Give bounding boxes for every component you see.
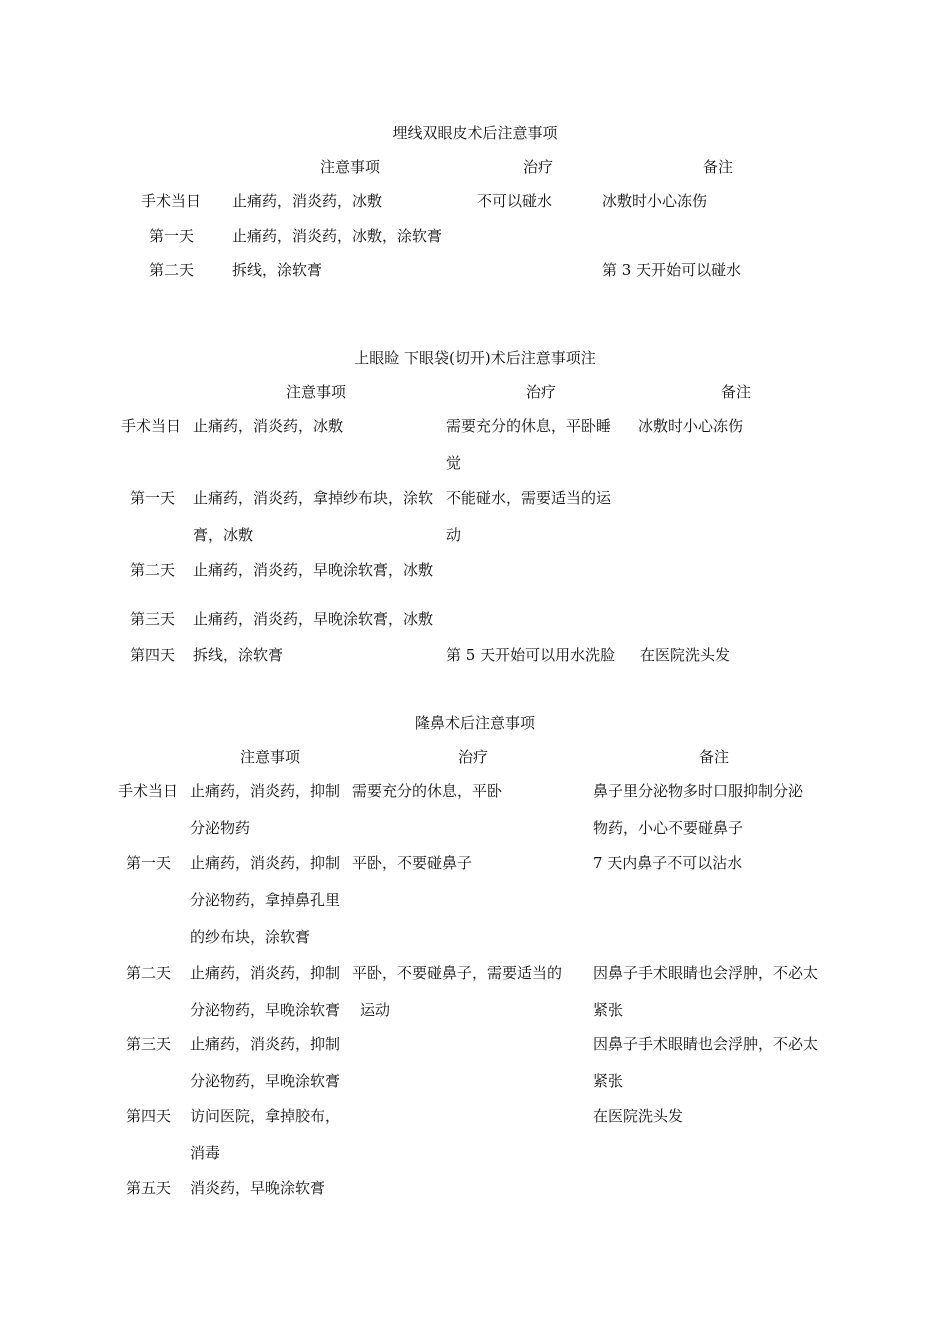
row-notes: 拆线，涂软膏 — [193, 646, 284, 664]
row-day: 第五天 — [126, 1179, 172, 1197]
row-notes: 止痛药，消炎药，早晚涂软膏，冰敷 — [193, 561, 434, 579]
row-day: 第一天 — [126, 854, 172, 872]
row-day: 第二天 — [149, 261, 195, 279]
row-remarks: 因鼻子手术眼睛也会浮肿，不必太 — [593, 1035, 819, 1053]
row-remarks-line2: 物药，小心不要碰鼻子 — [593, 819, 744, 837]
row-notes-line2: 分泌物药，早晚涂软膏 — [190, 1001, 341, 1019]
row-treatment: 平卧，不要碰鼻子 — [352, 854, 473, 872]
row-remarks: 因鼻子手术眼睛也会浮肿，不必太 — [593, 964, 819, 982]
section-title: 埋线双眼皮术后注意事项 — [392, 124, 558, 142]
row-treatment: 需要充分的休息，平卧 — [352, 782, 503, 800]
row-notes: 止痛药，消炎药，抑制 — [190, 782, 341, 800]
row-treatment-line2: 觉 — [446, 454, 462, 472]
row-notes-line3: 的纱布块，涂软膏 — [190, 928, 311, 946]
row-remarks: 冰敷时小心冻伤 — [638, 417, 744, 435]
row-day: 第二天 — [126, 964, 172, 982]
row-day: 手术当日 — [141, 192, 202, 210]
header-treatment: 治疗 — [458, 748, 489, 766]
row-notes-line2: 分泌物药 — [190, 819, 251, 837]
row-treatment: 第 5 天开始可以用水洗脸 — [446, 646, 616, 664]
row-notes: 止痛药，消炎药，冰敷 — [232, 192, 383, 210]
section-title: 上眼睑 下眼袋(切开)术后注意事项注 — [354, 349, 596, 367]
row-notes: 止痛药，消炎药，抑制 — [190, 964, 341, 982]
row-remarks-line2: 紧张 — [593, 1001, 624, 1019]
row-day: 第二天 — [130, 561, 176, 579]
row-day: 手术当日 — [118, 782, 179, 800]
header-treatment: 治疗 — [523, 158, 554, 176]
row-treatment: 不能碰水，需要适当的运 — [446, 489, 612, 507]
row-notes-line2: 膏，冰敷 — [193, 526, 254, 544]
row-notes: 止痛药，消炎药，早晚涂软膏，冰敷 — [193, 610, 434, 628]
header-treatment: 治疗 — [526, 383, 557, 401]
section-title: 隆鼻术后注意事项 — [414, 714, 535, 732]
row-notes: 止痛药，消炎药，抑制 — [190, 854, 341, 872]
row-notes-line2: 分泌物药，早晚涂软膏 — [190, 1072, 341, 1090]
row-day: 第四天 — [130, 646, 176, 664]
row-treatment-line2: 运动 — [360, 1001, 391, 1019]
row-notes: 消炎药，早晚涂软膏 — [190, 1179, 326, 1197]
row-remarks: 在医院洗头发 — [640, 646, 731, 664]
row-treatment: 需要充分的休息，平卧睡 — [446, 417, 612, 435]
row-day: 第一天 — [130, 489, 176, 507]
row-remarks: 冰敷时小心冻伤 — [602, 192, 708, 210]
row-day: 第三天 — [130, 610, 176, 628]
header-notes: 注意事项 — [320, 158, 381, 176]
header-remarks: 备注 — [699, 748, 730, 766]
row-day: 第一天 — [149, 227, 195, 245]
header-remarks: 备注 — [721, 383, 752, 401]
row-treatment-line2: 动 — [446, 526, 462, 544]
row-notes: 拆线，涂软膏 — [232, 261, 323, 279]
row-treatment: 不可以碰水 — [477, 192, 553, 210]
row-day: 第三天 — [126, 1035, 172, 1053]
row-notes: 访问医院，拿掉胶布， — [190, 1107, 341, 1125]
row-remarks: 第 3 天开始可以碰水 — [602, 261, 742, 279]
row-remarks: 在医院洗头发 — [593, 1107, 684, 1125]
row-day: 手术当日 — [121, 417, 182, 435]
row-remarks: 7 天内鼻子不可以沾水 — [593, 854, 743, 872]
row-notes: 止痛药，消炎药，冰敷，涂软膏 — [232, 227, 443, 245]
row-day: 第四天 — [126, 1107, 172, 1125]
row-notes: 止痛药，消炎药，冰敷 — [193, 417, 344, 435]
row-treatment: 平卧，不要碰鼻子，需要适当的 — [352, 964, 563, 982]
row-notes-line2: 消毒 — [190, 1144, 221, 1162]
header-remarks: 备注 — [703, 158, 734, 176]
row-notes-line2: 分泌物药，拿掉鼻孔里 — [190, 891, 341, 909]
header-notes: 注意事项 — [240, 748, 301, 766]
row-remarks: 鼻子里分泌物多时口服抑制分泌 — [593, 782, 804, 800]
row-remarks-line2: 紧张 — [593, 1072, 624, 1090]
row-notes: 止痛药，消炎药，抑制 — [190, 1035, 341, 1053]
row-notes: 止痛药，消炎药，拿掉纱布块，涂软 — [193, 489, 434, 507]
header-notes: 注意事项 — [286, 383, 347, 401]
